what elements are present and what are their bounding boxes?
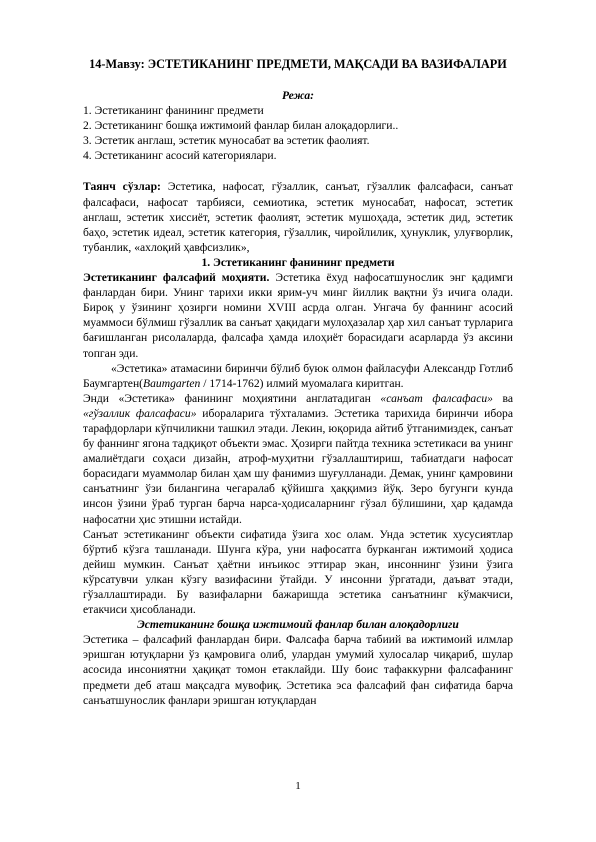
page-content [83, 56, 513, 708]
page-number: 1 [295, 780, 301, 792]
paragraph-2-italic: Baumgarten [143, 376, 201, 390]
keywords-paragraph [83, 179, 513, 254]
paragraph-4: Санъат эстетиканинг объекти сифатида ўзига хос олам. Унда эстетик хусусиятлар бўртиб кўзга ташланади. Шунга кўра, уни нафосатга бурканган ижтимоий ҳодиса дейиш мумкин. Санъат ҳаётни инъикос эттирар экан, инсоннинг ўзини ўзига кўрсатувчи улкан кўзгу вазифасини ўтайди. У инсонни ўргатади, даъват этади, гўзаллаштиради. Бу вазифаларни бажаришда эстетика санъатнинг кўмакчиси, етакчиси ҳисобланади. [83, 527, 513, 617]
paragraph-5: Эстетика – фалсафий фанлардан бири. Фалсафа барча табиий ва ижтимоий илмлар эришган ютуқларни ўз қамровига олиб, улардан умумий хулосалар чиқариб, шулар асосида инсониятни ҳақиқат томон етаклайди. Шу боис тафаккурни фалсафанинг предмети деб аташ мақсадга мувофиқ. Эстетика эса фалсафий фан сифатида барча санъатшунослик фанлари эришган ютуқлардан [83, 633, 513, 707]
plan-heading: Режа: [281, 89, 315, 102]
paragraph-3-c: ибораларига тўхталамиз. Эстетика тарихида биринчи ибора тарафдорлари кўпчиликни ташкил этади. Лекин, юқорида айтиб ўтганимиздек, санъат бу фаннинг ягона тадқиқот объекти эмас. Ҳозирги пайтда техника эстетикаси ва унинг амалиётдаги соҳаси дизайн, атроф-муҳитни гўзаллаштириш, табиатдаги нафосат борасидаги муаммолар билан ҳам шу фанимиз шуғулланади. Демак, унинг қамровини санъатнинг ўзи билангина чегаралаб қўйишга ҳаққимиз йўқ. Зеро бугунги кунда инсон ўзини ўраб турган барча нарса-ҳодисаларнинг гўзал бўлишини, ҳар қадамда нафосатни ҳис этишни истайди. [83, 406, 513, 526]
paragraph-3 [83, 391, 513, 527]
plan-list [83, 103, 513, 163]
section2-heading: Эстетиканинг бошқа ижтимоий фанлар билан алоқадорлиги [137, 618, 459, 632]
section1-heading: 1. Эстетиканинг фанининг предмети [201, 255, 395, 269]
paragraph-1-lead: Эстетиканинг фалсафий моҳияти. [83, 271, 270, 285]
plan-item: 4. Эстетиканинг асосий категориялари. [83, 149, 277, 163]
paragraph-2 [83, 361, 513, 391]
paragraph-3-a: Энди «Эстетика» фанининг моҳиятини англатадиган [83, 391, 381, 405]
page-title: 14-Мавзу: ЭСТЕТИКАНИНГ ПРЕДМЕТИ, МАҚСАДИ ВА ВАЗИФАЛАРИ [89, 57, 507, 71]
paragraph-1 [83, 270, 513, 361]
paragraph-3-b: ва [492, 391, 513, 405]
plan-item: 2. Эстетиканинг бошқа ижтимоий фанлар билан алоқадорлиги.. [83, 119, 399, 133]
paragraph-1-text: Эстетика ёхуд нафосатшунослик энг қадимги фанлардан бири. Унинг тарихи икки ярим-уч минг йиллик вақтни ўз ичига олади. Бироқ у ўзининг ҳозирги номини XVIII асрда олган. Унгача бу фаннинг асосий муаммоси бўлмиш гўзаллик ва санъат ҳақидаги мулоҳазалар ҳар хил санъат турларига бағишланган рисолаларда, фалсафа ҳамда илоҳиёт борасидаги асарларда ўз аксини топган эди. [83, 271, 513, 360]
keywords-text: Эстетика, нафосат, гўзаллик, санъат, гўзаллик фалсафаси, санъат фалсафаси, нафосат тарбияси, семиотика, эстетик муносабат, нафосат, эстетик англаш, эстетик хиссиёт, эстетик фаолият, эстетик мушоҳада, эстетик дид, эстетик баҳо, эстетик идеал, эстетик категория, гўзаллик, чиройлилик, ҳунуклик, улуғворлик, тубанлик, «ахлоқий ҳавфсизлик», [83, 180, 513, 254]
paragraph-2-text-a: «Эстетика» атамасини биринчи бўлиб буюк олмон файласуфи Александр Готлиб Баумгартен( [83, 361, 513, 390]
plan-item: 1. Эстетиканинг фанининг предмети [83, 104, 264, 118]
paragraph-3-italic-1: «санъат фалсафаси» [380, 391, 493, 405]
keywords-label: Таянч сўзлар: [83, 180, 161, 194]
plan-item: 3. Эстетик англаш, эстетик муносабат ва эстетик фаолият. [83, 134, 370, 148]
paragraph-3-italic-2: «гўзаллик фалсафаси» [83, 406, 197, 420]
paragraph-2-text-b: / 1714-1762) илмий муомалага киритган. [200, 376, 404, 390]
